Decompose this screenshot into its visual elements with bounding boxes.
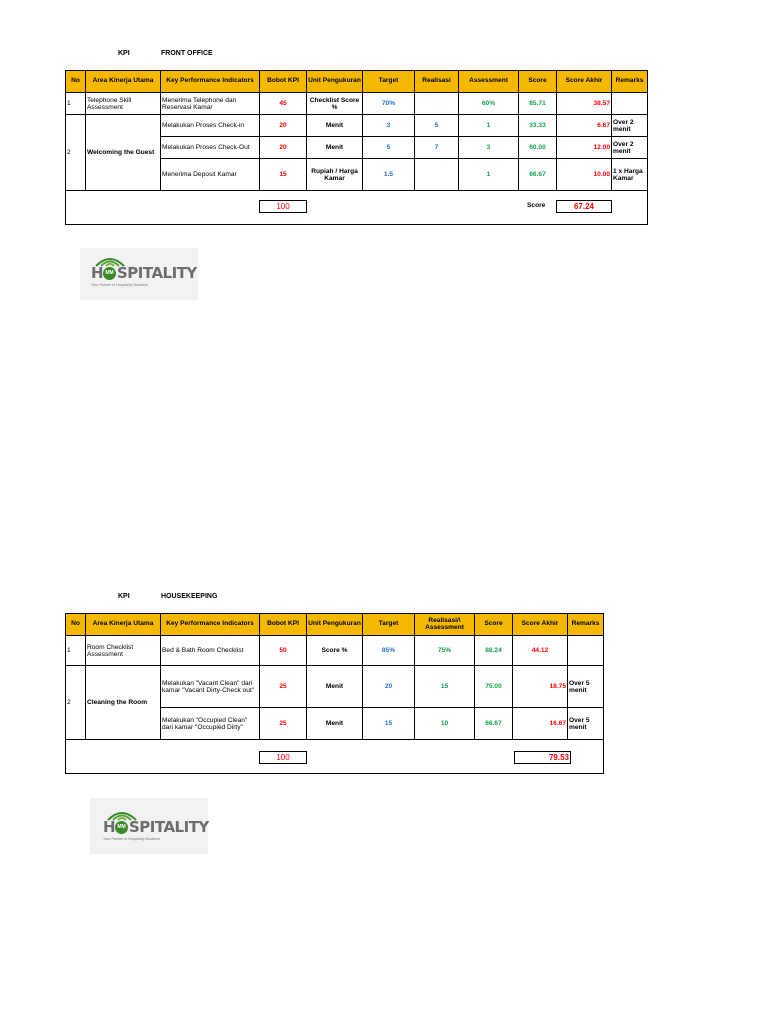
header-cell: Area Kinerja Utama xyxy=(86,614,161,636)
target-cell: 15 xyxy=(363,708,415,740)
unit-cell: Rupiah / Harga Kamar xyxy=(307,159,363,191)
table-row xyxy=(66,666,604,708)
realisasi-cell: 75% xyxy=(415,636,475,666)
area-cell: Room Checklist Assessment xyxy=(86,636,161,666)
target-cell: 1.5 xyxy=(363,159,415,191)
header-cell: Unit Pengukuran xyxy=(307,71,363,93)
total-bobot-box: 100 xyxy=(259,751,307,764)
assessment-cell: 3 xyxy=(459,137,519,159)
realisasi-cell: 5 xyxy=(415,115,459,137)
realisasi-cell: 15 xyxy=(415,666,475,708)
header-cell: Score xyxy=(519,71,557,93)
row-number: 1 xyxy=(66,636,86,666)
kpi-label: KPI xyxy=(118,50,130,57)
target-cell: 3 xyxy=(363,115,415,137)
indicator-cell: Melakukan Proses Check-in xyxy=(161,115,260,137)
bobot-cell: 20 xyxy=(260,137,307,159)
bobot-cell: 45 xyxy=(260,93,307,115)
remarks-cell xyxy=(612,93,648,115)
score-cell: 88.24 xyxy=(475,636,513,666)
table-header-row xyxy=(66,71,648,93)
target-cell: 85% xyxy=(363,636,415,666)
assessment-cell: 1 xyxy=(459,159,519,191)
row-number: 2 xyxy=(66,666,86,740)
bobot-cell: 20 xyxy=(260,115,307,137)
header-cell: Unit Pengukuran xyxy=(307,614,363,636)
score-akhir-cell: 10.00 xyxy=(557,159,612,191)
indicator-cell: Menerima Deposit Kamar xyxy=(161,159,260,191)
score-cell: 60.00 xyxy=(519,137,557,159)
target-cell: 70% xyxy=(363,93,415,115)
logo-tagline: Your Partner in Hospitality Business xyxy=(91,283,149,287)
housekeeping-kpi-table xyxy=(65,613,604,774)
area-cell: Welcoming the Guest xyxy=(86,115,161,191)
score-akhir-cell: 44.12 xyxy=(513,636,568,666)
score-cell: 66.67 xyxy=(519,159,557,191)
remarks-cell: Over 2 menit xyxy=(612,137,648,159)
remarks-cell: 1 x Harga Kamar xyxy=(612,159,648,191)
header-cell: Key Performance Indicators xyxy=(161,614,260,636)
table-row xyxy=(66,636,604,666)
unit-cell: Score % xyxy=(307,636,363,666)
score-akhir-cell: 38.57 xyxy=(557,93,612,115)
indicator-cell: Melakukan Proses Check-Out xyxy=(161,137,260,159)
remarks-cell: Over 5 menit xyxy=(568,708,604,740)
realisasi-cell: 10 xyxy=(415,708,475,740)
area-cell: Telephone Skill Assessment xyxy=(86,93,161,115)
indicator-cell: Menerima Telephone dan Reservasi Kamar xyxy=(161,93,260,115)
row-number: 1 xyxy=(66,93,86,115)
remarks-cell: Over 2 menit xyxy=(612,115,648,137)
remarks-cell xyxy=(568,636,604,666)
table-header-row xyxy=(66,614,604,636)
header-cell: Realisasi xyxy=(415,71,459,93)
target-cell: 5 xyxy=(363,137,415,159)
header-cell: Bobot KPI xyxy=(260,614,307,636)
table-row xyxy=(66,115,648,137)
area-cell: Cleaning the Room xyxy=(86,666,161,740)
header-cell: Target xyxy=(363,71,415,93)
header-cell: Assessment xyxy=(459,71,519,93)
header-cell: Score xyxy=(475,614,513,636)
header-cell: No xyxy=(66,71,86,93)
realisasi-cell: 7 xyxy=(415,137,459,159)
score-akhir-cell: 18.75 xyxy=(513,666,568,708)
header-cell: No xyxy=(66,614,86,636)
logo-mark-icon: MM xyxy=(115,821,128,834)
header-cell: Score Akhir xyxy=(513,614,568,636)
bobot-cell: 15 xyxy=(260,159,307,191)
realisasi-cell xyxy=(415,93,459,115)
row-number: 2 xyxy=(66,115,86,191)
logo-mark-icon: MM xyxy=(103,267,116,280)
header-cell: Remarks xyxy=(568,614,604,636)
bobot-cell: 25 xyxy=(260,708,307,740)
score-akhir-cell: 6.67 xyxy=(557,115,612,137)
score-cell: 85.71 xyxy=(519,93,557,115)
realisasi-cell xyxy=(415,159,459,191)
logo-letter-h: H xyxy=(91,264,104,282)
score-akhir-cell: 12.00 xyxy=(557,137,612,159)
bobot-cell: 50 xyxy=(260,636,307,666)
total-score-box: 67.24 xyxy=(556,200,612,213)
total-bobot-box: 100 xyxy=(259,200,307,213)
remarks-cell: Over 5 menit xyxy=(568,666,604,708)
score-cell: 66.67 xyxy=(475,708,513,740)
indicator-cell: Melakukan "Occupied Clean" dari kamar "Occupied Dirty" xyxy=(161,708,260,740)
header-cell: Key Performance Indicators xyxy=(161,71,260,93)
indicator-cell: Bed & Bath Room Checklist xyxy=(161,636,260,666)
score-label: Score xyxy=(527,202,546,209)
table-row xyxy=(66,93,648,115)
hospitality-logo xyxy=(90,798,208,854)
section-title: HOUSEKEEPING xyxy=(161,593,218,600)
assessment-cell: 60% xyxy=(459,93,519,115)
header-cell: Area Kinerja Utama xyxy=(86,71,161,93)
indicator-cell: Melakukan "Vacant Clean" dari kamar "Vacant Dirty-Check out" xyxy=(161,666,260,708)
logo-tagline: Your Partner in Hospitality Business xyxy=(103,837,161,841)
hospitality-logo xyxy=(80,248,198,300)
total-score-box: 79.53 xyxy=(514,751,571,764)
assessment-cell: 1 xyxy=(459,115,519,137)
score-cell: 33.33 xyxy=(519,115,557,137)
unit-cell: Checklist Score % xyxy=(307,93,363,115)
header-cell: Target xyxy=(363,614,415,636)
unit-cell: Menit xyxy=(307,708,363,740)
logo-letter-h: H xyxy=(103,818,116,836)
header-cell: Score Akhir xyxy=(557,71,612,93)
header-cell: Bobot KPI xyxy=(260,71,307,93)
score-cell: 75.00 xyxy=(475,666,513,708)
unit-cell: Menit xyxy=(307,666,363,708)
header-cell: Realisasi/\ Assessment xyxy=(415,614,475,636)
bobot-cell: 25 xyxy=(260,666,307,708)
section-title: FRONT OFFICE xyxy=(161,50,213,57)
unit-cell: Menit xyxy=(307,115,363,137)
target-cell: 20 xyxy=(363,666,415,708)
logo-wordmark: SPITALITY xyxy=(117,264,197,282)
kpi-label: KPI xyxy=(118,593,130,600)
unit-cell: Menit xyxy=(307,137,363,159)
header-cell: Remarks xyxy=(612,71,648,93)
logo-wordmark: SPITALITY xyxy=(129,818,209,836)
score-akhir-cell: 16.67 xyxy=(513,708,568,740)
